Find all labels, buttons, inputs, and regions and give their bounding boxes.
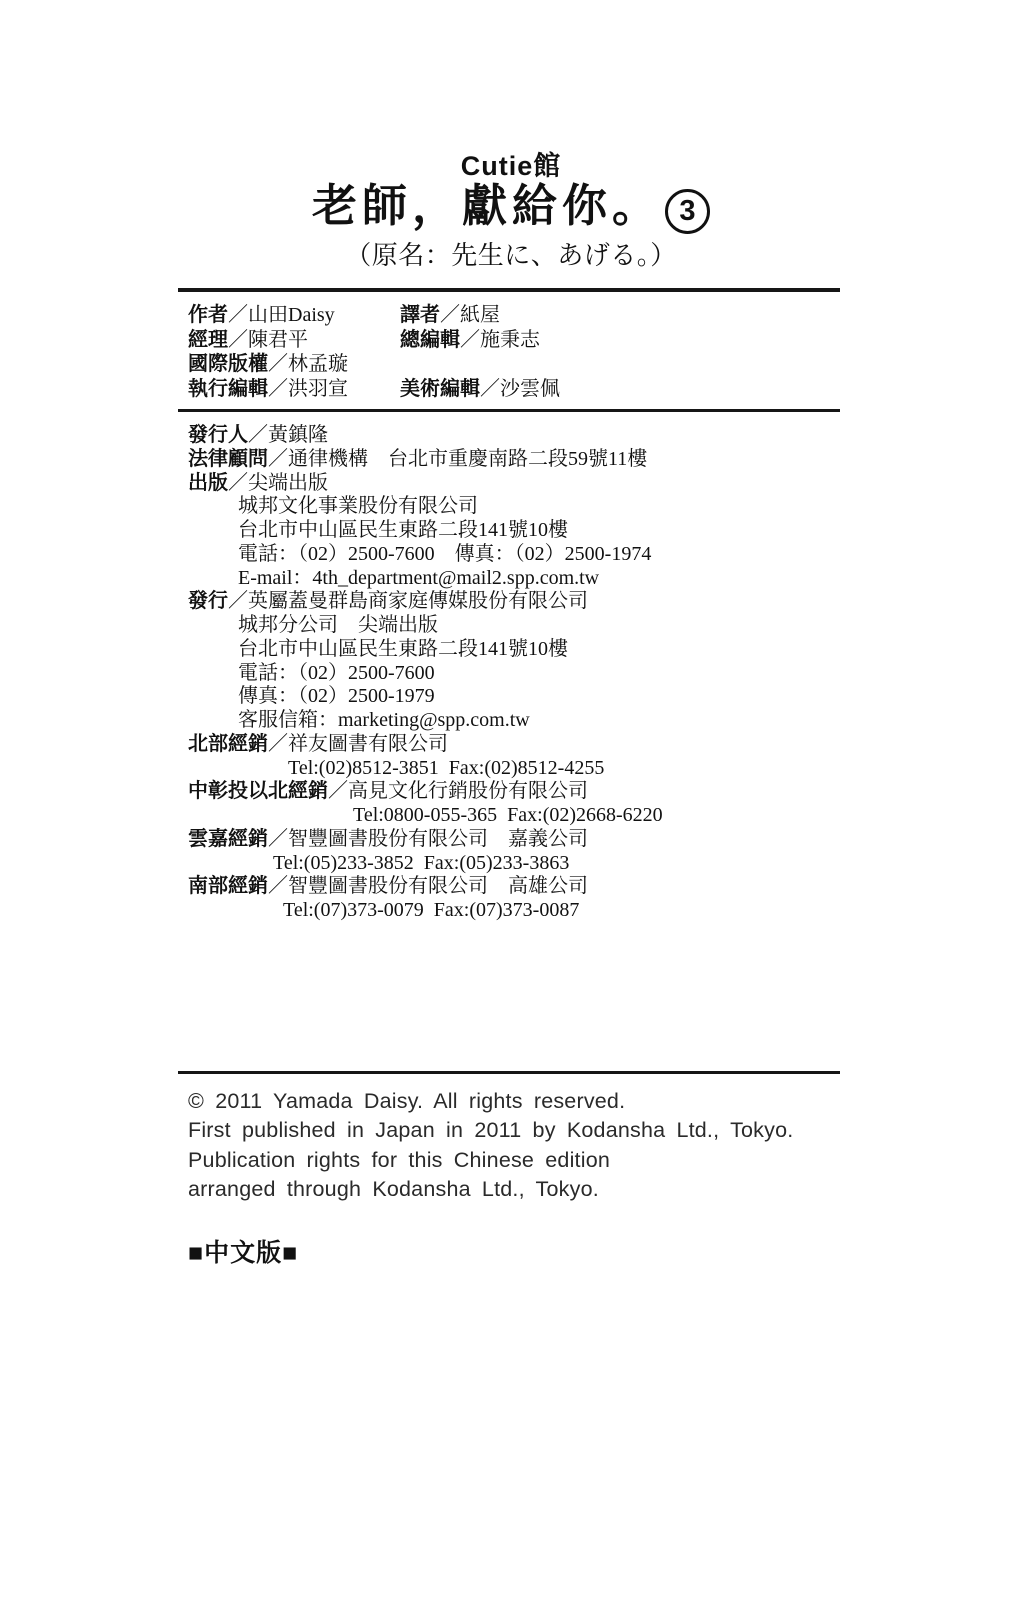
legal-advisor-label: 法律顧問: [188, 447, 268, 470]
manager-label: 經理: [188, 328, 228, 351]
slash-separator: ／: [460, 328, 480, 351]
slash-separator: ／: [248, 424, 268, 446]
executive-editor-name: 洪羽宣: [288, 378, 348, 401]
service-email-text: 客服信箱：marketing@spp.com.tw: [238, 709, 530, 731]
slash-separator: ／: [228, 328, 248, 351]
issuer-phone-line: [188, 662, 842, 686]
publishing-line: [188, 472, 842, 496]
author-credit: [188, 304, 335, 326]
publisher-phone-fax-text: 電話：（02）2500-7600 傳真：（02）2500-1974: [238, 542, 652, 565]
colophon-page: [180, 0, 842, 1600]
slash-separator: ／: [440, 304, 460, 326]
publisher-address-line: [188, 519, 842, 543]
publishing-value: 尖端出版: [248, 471, 328, 494]
publisher-email-text: E-mail：4th_department@mail2.spp.com.tw: [238, 566, 600, 589]
south-distributor-line: [188, 875, 842, 899]
issuer-address-line: [188, 638, 842, 662]
international-rights-label: 國際版權: [188, 353, 268, 376]
credit-row-international-rights: [188, 352, 838, 377]
yunjia-distributor-name: 智豐圖書股份有限公司 嘉義公司: [288, 827, 588, 850]
copyright-line-1: © 2011 Yamada Daisy. All rights reserved.: [188, 1089, 626, 1113]
north-distributor-tel-line: [188, 757, 842, 781]
slash-separator: ／: [268, 378, 288, 401]
manager-credit: [188, 329, 308, 351]
publishing-label: 出版: [188, 471, 228, 494]
copyright-notice: [188, 1087, 838, 1205]
slash-separator: ／: [228, 304, 248, 326]
chief-editor-credit: [400, 328, 540, 353]
manager-name: 陳君平: [248, 328, 308, 351]
issuer-company-name: 英屬蓋曼群島商家庭傳媒股份有限公司: [248, 590, 588, 613]
publisher-phone-fax-line: [188, 543, 842, 567]
issuer-branch-line: [188, 614, 842, 638]
credits-table: [188, 303, 838, 402]
credit-row-author-translator: [188, 303, 838, 328]
translator-label: 譯者: [400, 304, 440, 326]
slash-separator: ／: [268, 447, 288, 470]
issuer-phone-text: 電話：（02）2500-7600: [238, 661, 435, 684]
north-distributor-tel-text: Tel:(02)8512-3851 Fax:(02)8512-4255: [288, 756, 605, 779]
chief-editor-label: 總編輯: [400, 328, 460, 351]
slash-separator: ／: [268, 827, 288, 850]
yunjia-distributor-tel-text: Tel:(05)233-3852 Fax:(05)233-3863: [273, 851, 570, 874]
issuer-fax-text: 傳真：（02）2500-1979: [238, 685, 435, 708]
international-rights-name: 林孟璇: [288, 353, 348, 376]
book-title: [180, 169, 842, 234]
central-north-distributor-tel-text: Tel:0800-055-365 Fax:(02)2668-6220: [353, 804, 663, 826]
art-editor-label: 美術編輯: [400, 378, 480, 401]
translator-name: 紙屋: [460, 304, 500, 326]
service-email-line: [188, 709, 842, 733]
volume-number: 3: [679, 195, 696, 227]
credit-row-manager-chiefeditor: [188, 328, 838, 353]
central-north-distributor-label: 中彰投以北經銷: [188, 780, 328, 803]
publisher-company-text: 城邦文化事業股份有限公司: [238, 495, 478, 518]
divider-copyright: [178, 1071, 840, 1074]
south-distributor-tel-line: [188, 899, 842, 923]
publisher-address-text: 台北市中山區民生東路二段141號10樓: [238, 519, 568, 541]
yunjia-distributor-label: 雲嘉經銷: [188, 827, 268, 850]
legal-advisor-line: [188, 448, 842, 472]
slash-separator: ／: [228, 471, 248, 494]
chinese-edition-mark: ■中文版■: [188, 1239, 299, 1267]
south-distributor-label: 南部經銷: [188, 875, 268, 898]
slash-separator: ／: [480, 378, 500, 401]
translator-credit: [400, 303, 500, 328]
publisher-company-line: [188, 495, 842, 519]
slash-separator: ／: [268, 353, 288, 376]
art-editor-name: 沙雲佩: [500, 378, 560, 401]
south-distributor-tel-text: Tel:(07)373-0079 Fax:(07)373-0087: [283, 899, 580, 921]
volume-circle: [665, 189, 710, 234]
international-rights-credit: [188, 353, 348, 375]
slash-separator: ／: [268, 875, 288, 898]
author-label: 作者: [188, 304, 228, 326]
imprint-label: Cutie館: [460, 151, 562, 181]
issuer-line: [188, 590, 842, 614]
copyright-line-4: arranged through Kodansha Ltd., Tokyo.: [188, 1177, 599, 1202]
slash-separator: ／: [228, 590, 248, 613]
art-editor-credit: [400, 377, 560, 402]
book-title-text: 老師，獻給你。: [311, 180, 662, 231]
yunjia-distributor-tel-line: [188, 852, 842, 876]
executive-editor-label: 執行編輯: [188, 378, 268, 401]
yunjia-distributor-line: [188, 828, 842, 852]
copyright-line-2: First published in Japan in 2011 by Kodansha Ltd., Tokyo.: [188, 1118, 794, 1143]
issuer-address-text: 台北市中山區民生東路二段141號10樓: [238, 637, 568, 660]
publisher-person-label: 發行人: [188, 424, 248, 446]
slash-separator: ／: [268, 732, 288, 755]
issuer-fax-line: [188, 685, 842, 709]
north-distributor-name: 祥友圖書有限公司: [288, 732, 448, 755]
issuer-label: 發行: [188, 590, 228, 613]
south-distributor-name: 智豐圖書股份有限公司 高雄公司: [288, 875, 588, 898]
central-north-distributor-name: 高見文化行銷股份有限公司: [348, 780, 588, 803]
legal-advisor-value: 通律機構 台北市重慶南路二段59號11樓: [288, 447, 648, 470]
copyright-line-3: Publication rights for this Chinese edition: [188, 1147, 611, 1172]
executive-editor-credit: [188, 378, 348, 400]
issuer-branch-text: 城邦分公司 尖端出版: [238, 614, 438, 636]
publisher-person-name: 黃鎮隆: [268, 424, 328, 446]
credit-row-editors: [188, 377, 838, 402]
divider-top: [178, 288, 840, 292]
publication-info: [188, 424, 842, 923]
north-distributor-label: 北部經銷: [188, 732, 268, 755]
chief-editor-name: 施秉志: [480, 328, 540, 351]
divider-credits: [178, 409, 840, 412]
north-distributor-line: [188, 733, 842, 757]
slash-separator: ／: [328, 780, 348, 803]
publisher-person-line: [188, 424, 842, 448]
central-north-distributor-line: [188, 780, 842, 804]
central-north-distributor-tel-line: [188, 804, 842, 828]
author-name: 山田Daisy: [248, 304, 335, 326]
original-title: （原名：先生に、あげる。）: [345, 240, 677, 270]
publisher-email-line: [188, 567, 842, 591]
